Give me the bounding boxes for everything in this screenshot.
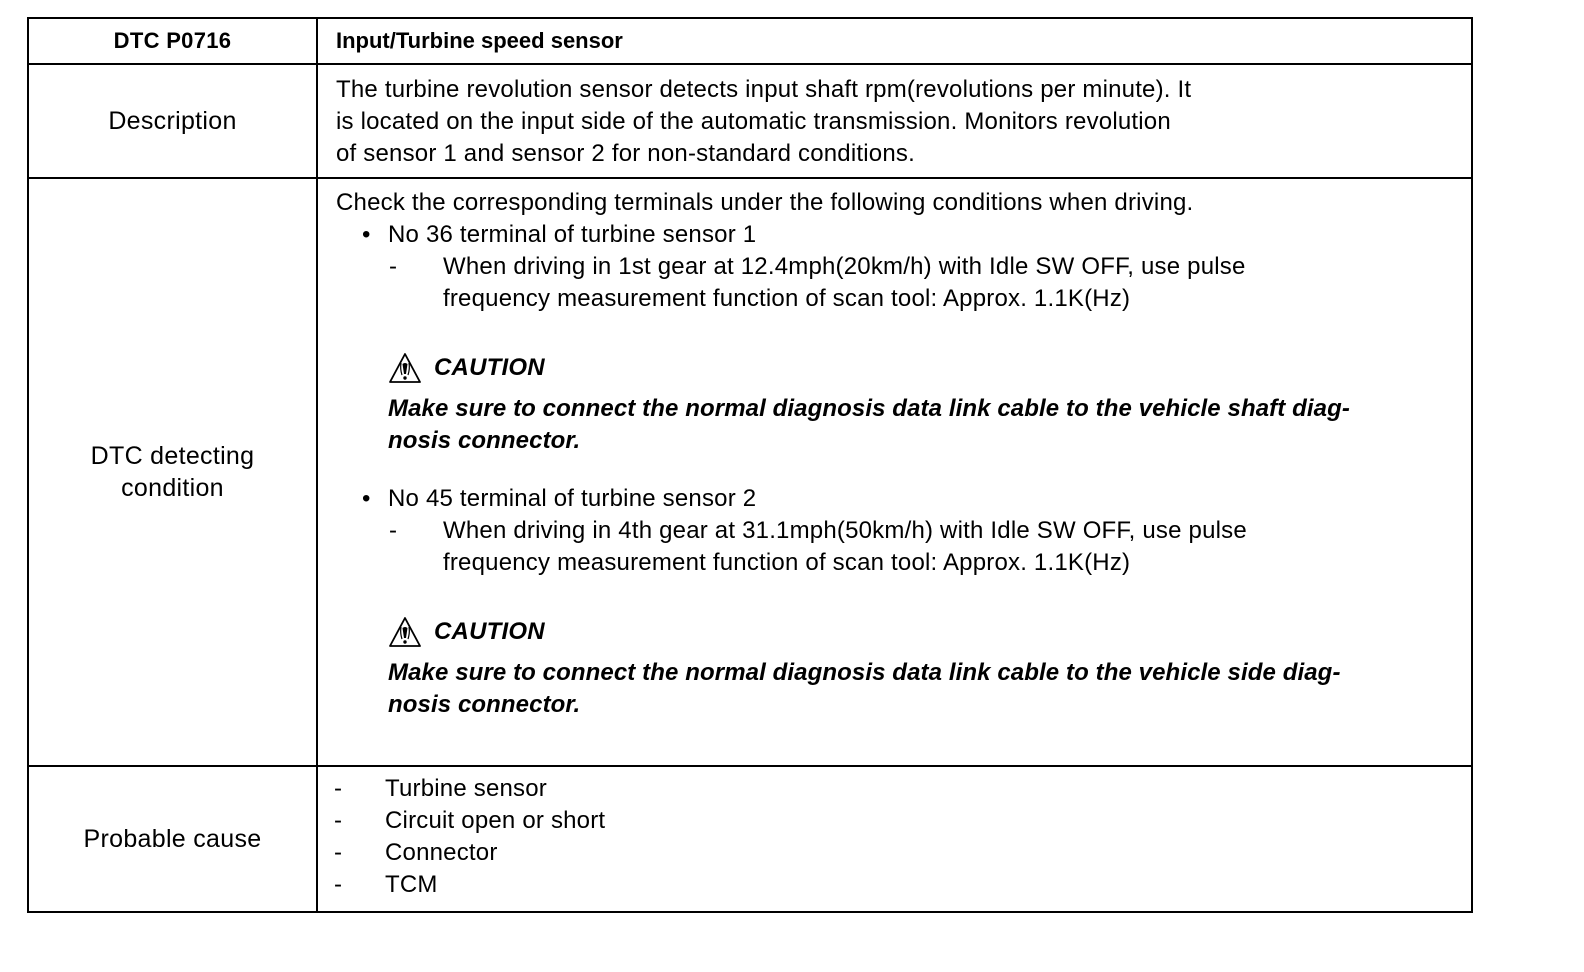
caution-line: Make sure to connect the normal diagnosis data link cable to the vehicle side diag-	[388, 659, 1341, 686]
dtc-title: Input/Turbine speed sensor	[317, 18, 1472, 64]
caution-heading-1	[336, 348, 1459, 388]
terminal-label: No 36 terminal of turbine sensor 1	[388, 221, 757, 248]
description-label: Description	[28, 64, 317, 178]
dtc-code: DTC P0716	[28, 18, 317, 64]
warning-triangle-icon	[388, 352, 422, 384]
terminal-item-1	[336, 219, 1459, 251]
probable-cause-label: Probable cause	[28, 766, 317, 912]
description-line: of sensor 1 and sensor 2 for non-standard conditions.	[336, 140, 915, 167]
bullet-icon: •	[362, 485, 371, 512]
dash-marker: -	[334, 871, 343, 898]
detail-line: When driving in 1st gear at 12.4mph(20km/h) with Idle SW OFF, use pulse	[443, 253, 1246, 280]
dash-marker: -	[334, 775, 343, 802]
caution-line: Make sure to connect the normal diagnosis data link cable to the vehicle shaft diag-	[388, 395, 1350, 422]
dash-marker: -	[334, 839, 343, 866]
description-row	[28, 64, 1472, 178]
terminal-detail-2	[336, 515, 1459, 579]
warning-triangle-icon	[388, 616, 422, 648]
condition-intro: Check the corresponding terminals under the following conditions when driving.	[336, 189, 1194, 216]
description-cell	[317, 64, 1472, 178]
caution-heading-2	[336, 612, 1459, 652]
detail-line: frequency measurement function of scan tool: Approx. 1.1K(Hz)	[443, 285, 1131, 312]
dash-marker: -	[334, 807, 343, 834]
detecting-condition-label-line1: DTC detecting	[90, 442, 255, 470]
bullet-icon: •	[362, 221, 371, 248]
probable-cause-row	[28, 766, 1472, 912]
terminal-label: No 45 terminal of turbine sensor 2	[388, 485, 757, 512]
cause-item	[318, 805, 1471, 837]
cause-text: Turbine sensor	[385, 775, 547, 802]
detecting-condition-label-line2: condition	[121, 474, 224, 502]
detecting-condition-row	[28, 178, 1472, 766]
cause-item	[318, 773, 1471, 805]
cause-text: TCM	[385, 871, 438, 898]
caution-line: nosis connector.	[388, 691, 581, 718]
detecting-condition-cell	[317, 178, 1472, 766]
dash-marker: -	[389, 253, 398, 280]
probable-cause-cell	[317, 766, 1472, 912]
detail-line: frequency measurement function of scan tool: Approx. 1.1K(Hz)	[443, 549, 1131, 576]
cause-text: Circuit open or short	[385, 807, 606, 834]
caution-text-1	[336, 393, 1459, 457]
dtc-table	[27, 17, 1473, 913]
caution-line: nosis connector.	[388, 427, 581, 454]
terminal-item-2	[336, 483, 1459, 515]
description-line: The turbine revolution sensor detects input shaft rpm(revolutions per minute). It	[336, 76, 1192, 103]
caution-title: CAUTION	[434, 354, 545, 381]
detail-line: When driving in 4th gear at 31.1mph(50km/h) with Idle SW OFF, use pulse	[443, 517, 1247, 544]
caution-text-2	[336, 657, 1459, 721]
cause-text: Connector	[385, 839, 498, 866]
description-text	[318, 68, 1471, 174]
terminal-detail-1	[336, 251, 1459, 315]
dash-marker: -	[389, 517, 398, 544]
header-row	[28, 18, 1472, 64]
cause-item	[318, 837, 1471, 869]
description-line: is located on the input side of the automatic transmission. Monitors revolution	[336, 108, 1171, 135]
caution-title: CAUTION	[434, 618, 545, 645]
detecting-condition-label	[28, 178, 317, 766]
cause-item	[318, 869, 1471, 901]
